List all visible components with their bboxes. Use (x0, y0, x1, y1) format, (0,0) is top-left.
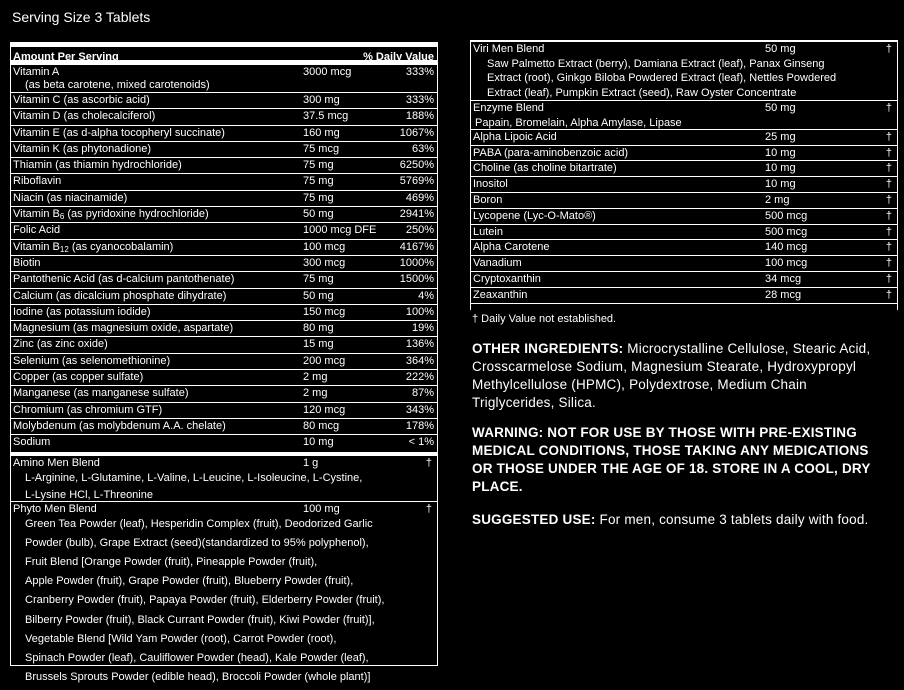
nutrient-dv: 87% (411, 387, 434, 400)
amount-header: Amount Per Serving (13, 51, 119, 63)
nutrient-amount: 120 mcg (303, 403, 346, 416)
nutrient-name: Pantothenic Acid (as d-calcium pantothenate) (13, 273, 235, 286)
nutrient-name: Vanadium (473, 257, 522, 270)
nutrient-amount: 200 mcg (303, 354, 346, 367)
nutrient-row (11, 142, 437, 158)
nutrient-amount: 150 mcg (303, 305, 346, 318)
nutrient-dv: 222% (405, 371, 434, 384)
nutrient-row (11, 158, 437, 174)
nutrient-name: Sodium (13, 436, 51, 449)
nutrient-amount: 10 mg (765, 146, 796, 159)
nutrient-row (11, 419, 437, 435)
nutrient-name: Riboflavin (13, 175, 62, 188)
nutrient-amount: 2 mg (765, 194, 790, 207)
suggested-use (472, 511, 892, 529)
nutrient-name: Selenium (as selenomethionine) (13, 354, 171, 367)
nutrient-dv: 188% (405, 110, 434, 123)
nutrient-name: Lutein (473, 225, 503, 238)
nutrient-dv: 1000% (399, 256, 434, 269)
nutrient-name: Magnesium (as magnesium oxide, aspartate) (13, 322, 234, 335)
nutrient-row (471, 177, 897, 193)
nutrient-dv: 63% (411, 142, 434, 155)
nutrient-name: Vitamin A (13, 66, 60, 78)
nutrient-name: Folic Acid (13, 224, 61, 237)
other-ingredients (472, 340, 892, 412)
nutrient-amount: 75 mcg (303, 142, 340, 155)
nutrient-dv: 100% (405, 305, 434, 318)
nutrient-amount: 3000 mcg (303, 66, 352, 78)
suggested-use-text: For men, consume 3 tablets daily with food. (595, 512, 869, 527)
nutrient-dv: 333% (405, 66, 434, 78)
nutrient-name: Molybdenum (as molybdenum A.A. chelate) (13, 419, 226, 432)
supplement-facts-right (470, 40, 898, 310)
dagger-mark: † (885, 101, 892, 114)
nutrient-name: Thiamin (as thiamin hydrochloride) (13, 159, 182, 172)
nutrient-name: Vitamin K (as phytonadione) (13, 142, 151, 155)
other-ingredients-label: OTHER INGREDIENTS: (472, 341, 624, 356)
nutrient-row (11, 386, 437, 402)
blend-ingredients: Apple Powder (fruit), Grape Powder (fruit), Blueberry Powder (fruit), (25, 575, 354, 588)
nutrient-name: Zinc (as zinc oxide) (13, 338, 108, 351)
nutrient-dv: 1067% (399, 126, 434, 139)
nutrient-amount: 37.5 mcg (303, 110, 349, 123)
amino-blend-row (11, 452, 437, 502)
dagger-mark: † (885, 146, 892, 159)
table-header (11, 47, 437, 65)
nutrient-amount: 10 mg (303, 436, 334, 449)
nutrient-amount: 300 mg (303, 94, 340, 106)
nutrient-row (11, 321, 437, 337)
blend-ingredients: Papain, Bromelain, Alpha Amylase, Lipase (475, 116, 682, 129)
nutrient-name: Iodine (as potassium iodide) (13, 305, 151, 318)
blend-ingredients: Extract (root), Ginkgo Biloba Powdered Extract (leaf), Nettles Powdered (487, 72, 837, 85)
other-ingredients-text: Microcrystalline Cellulose, Stearic Acid, Crosscarmelose Sodium, Magnesium Stearate, Hydroxypropyl Methylcellulose (HPMC), Polydextrose, Medium Chain Triglycerides, Silica. (472, 341, 871, 410)
nutrient-name: Calcium (as dicalcium phosphate dihydrate) (13, 289, 227, 302)
other-nutrients-list (471, 130, 897, 304)
nutrient-amount: 10 mg (765, 178, 796, 191)
nutrient-row (471, 161, 897, 177)
nutrient-amount: 100 mcg (303, 240, 346, 253)
nutrient-row (11, 65, 437, 93)
blend-ingredients: Fruit Blend [Orange Powder (fruit), Pineapple Powder (fruit), (25, 555, 318, 568)
nutrient-row (11, 370, 437, 386)
suggested-use-label: SUGGESTED USE: (472, 512, 596, 527)
nutrient-amount: 28 mcg (765, 288, 802, 301)
nutrient-dv: 250% (405, 224, 434, 237)
nutrient-dv: 136% (405, 338, 434, 351)
nutrient-name: Cryptoxanthin (473, 273, 541, 286)
blend-ingredients: Saw Palmetto Extract (berry), Damiana Extract (leaf), Panax Ginseng (487, 58, 825, 70)
nutrient-amount: 100 mcg (765, 257, 808, 270)
dagger-mark: † (885, 43, 892, 55)
dagger-mark: † (885, 130, 892, 143)
dagger-mark: † (885, 288, 892, 301)
nutrient-dv: 333% (405, 94, 434, 106)
nutrient-name: Zeaxanthin (473, 288, 528, 301)
nutrient-amount: 80 mcg (303, 419, 340, 432)
serving-size: Serving Size 3 Tablets (12, 9, 151, 25)
blend-name: Viri Men Blend (473, 43, 545, 55)
nutrient-dv: 469% (405, 191, 434, 204)
nutrient-amount: 75 mg (303, 191, 334, 204)
nutrient-name: Lycopene (Lyc-O-Mato®) (473, 209, 596, 222)
nutrient-amount: 34 mcg (765, 273, 802, 286)
dagger-mark: † (425, 502, 432, 515)
nutrient-amount: 500 mcg (765, 225, 808, 238)
vitamin-list (11, 65, 437, 452)
blend-amount: 100 mg (303, 502, 340, 515)
nutrient-amount: 2 mg (303, 387, 328, 400)
dagger-mark: † (885, 194, 892, 207)
blend-ingredients: Powder (bulb), Grape Extract (seed)(standardized to 95% polyphenol), (25, 536, 369, 549)
nutrient-dv: 178% (405, 419, 434, 432)
nutrient-name: Copper (as copper sulfate) (13, 371, 144, 384)
nutrient-name: PABA (para-aminobenzoic acid) (473, 146, 629, 159)
nutrient-amount: 1000 mcg DFE (303, 224, 377, 237)
blend-ingredients: Cranberry Powder (fruit), Papaya Powder (fruit), Elderberry Powder (fruit), (25, 594, 385, 607)
nutrient-name: Niacin (as niacinamide) (13, 191, 128, 204)
nutrient-name: Chromium (as chromium GTF) (13, 403, 163, 416)
nutrient-row (471, 225, 897, 241)
nutrient-amount: 300 mcg (303, 256, 346, 269)
nutrient-dv: < 1% (408, 436, 434, 449)
warning-text: WARNING: NOT FOR USE BY THOSE WITH PRE-EXISTING MEDICAL CONDITIONS, THOSE TAKING ANY MEDICATIONS OR THOSE UNDER THE AGE OF 18. STORE IN A COOL, DRY PLACE. (472, 425, 871, 494)
nutrient-amount: 160 mg (303, 126, 340, 139)
blend-name: Phyto Men Blend (13, 502, 97, 515)
nutrient-name: Vitamin $B_6$ (as pyridoxine hydrochloride) (13, 208, 209, 222)
nutrient-amount: 140 mcg (765, 241, 808, 254)
nutrient-row (11, 305, 437, 321)
nutrient-row (11, 223, 437, 239)
dagger-mark: † (885, 273, 892, 286)
nutrient-row (11, 191, 437, 207)
nutrient-amount: 75 mg (303, 159, 334, 172)
nutrient-dv: 1500% (399, 273, 434, 286)
nutrient-name: Inositol (473, 178, 508, 191)
dagger-mark: † (885, 209, 892, 222)
nutrient-row (11, 337, 437, 353)
phyto-blend-row (11, 502, 437, 690)
nutrient-name: Boron (473, 194, 503, 207)
nutrient-row (11, 289, 437, 305)
blend-amount: 1 g (303, 456, 319, 469)
dv-header: % Daily Value (363, 51, 434, 63)
nutrient-row (11, 93, 437, 109)
blend-ingredients: Spinach Powder (leaf), Cauliflower Powder (head), Kale Powder (leaf), (25, 651, 369, 664)
nutrient-dv: 2941% (399, 208, 434, 221)
dagger-mark: † (425, 456, 432, 469)
nutrient-name: Alpha Lipoic Acid (473, 130, 557, 143)
nutrient-row (471, 256, 897, 272)
blend-ingredients: L-Lysine HCl, L-Threonine (25, 488, 153, 501)
blend-amount: 50 mg (765, 43, 796, 55)
nutrient-amount: 15 mg (303, 338, 334, 351)
nutrient-amount: 75 mg (303, 273, 334, 286)
nutrient-dv: 343% (405, 403, 434, 416)
nutrient-row (11, 174, 437, 190)
nutrient-dv: 4167% (399, 240, 434, 253)
nutrient-row (471, 193, 897, 209)
nutrient-dv: 4% (418, 289, 434, 302)
nutrient-row (11, 240, 437, 256)
blend-ingredients: Green Tea Powder (leaf), Hesperidin Complex (fruit), Deodorized Garlic (25, 517, 373, 530)
blend-ingredients: Bilberry Powder (fruit), Black Currant Powder (fruit), Kiwi Powder (fruit)], (25, 613, 375, 626)
blend-ingredients: Brussels Sprouts Powder (edible head), Broccoli Powder (whole plant)] (25, 671, 371, 684)
nutrient-row (11, 435, 437, 451)
nutrient-amount: 10 mg (765, 162, 796, 175)
blend-amount: 50 mg (765, 101, 796, 114)
dagger-mark: † (885, 162, 892, 175)
nutrient-name: Choline (as choline bitartrate) (473, 162, 617, 175)
nutrient-name: Vitamin E (as d-alpha tocopheryl succinate) (13, 126, 225, 139)
nutrient-amount: 80 mg (303, 322, 334, 335)
footnote: † Daily Value not established. (472, 313, 617, 325)
nutrient-dv: 5769% (399, 175, 434, 188)
blend-name: Amino Men Blend (13, 456, 100, 469)
nutrient-amount: 75 mg (303, 175, 334, 188)
dagger-mark: † (885, 178, 892, 191)
nutrient-name: Manganese (as manganese sulfate) (13, 387, 189, 400)
blend-ingredients: Vegetable Blend [Wild Yam Powder (root), Carrot Powder (root), (25, 632, 337, 645)
dagger-mark: † (885, 241, 892, 254)
dagger-mark: † (885, 225, 892, 238)
nutrient-row (471, 288, 897, 304)
nutrient-row (11, 109, 437, 125)
nutrient-amount: 500 mcg (765, 209, 808, 222)
nutrient-row (11, 354, 437, 370)
enzyme-blend-row (471, 101, 897, 130)
blend-ingredients: Extract (leaf), Pumpkin Extract (seed), Raw Oyster Concentrate (487, 86, 797, 99)
nutrient-row (471, 130, 897, 146)
nutrient-name: Vitamin $B_{12}$ (as cyanocobalamin) (13, 240, 174, 254)
viri-blend-row (471, 42, 897, 101)
nutrient-row (11, 126, 437, 142)
nutrient-dv: 19% (411, 322, 434, 335)
nutrient-amount: 25 mg (765, 130, 796, 143)
nutrient-amount: 2 mg (303, 371, 328, 384)
nutrient-dv: 6250% (399, 159, 434, 172)
nutrient-row (471, 209, 897, 225)
nutrient-name: Vitamin D (as cholecalciferol) (13, 110, 156, 123)
nutrient-row (471, 240, 897, 256)
blend-ingredients: L-Arginine, L-Glutamine, L-Valine, L-Leucine, L-Isoleucine, L-Cystine, (25, 471, 363, 484)
nutrient-row (11, 256, 437, 272)
nutrient-row (471, 272, 897, 288)
nutrient-row (11, 403, 437, 419)
dagger-mark: † (885, 257, 892, 270)
nutrient-name: Biotin (13, 256, 41, 269)
nutrient-name: Vitamin C (as ascorbic acid) (13, 94, 150, 106)
nutrient-row (11, 207, 437, 223)
nutrient-dv: 364% (405, 354, 434, 367)
nutrient-amount: 50 mg (303, 208, 334, 221)
nutrient-source: (as beta carotene, mixed carotenoids) (25, 79, 210, 91)
supplement-facts-left (10, 42, 438, 684)
nutrient-name: Alpha Carotene (473, 241, 550, 254)
nutrient-amount: 50 mg (303, 289, 334, 302)
nutrient-row (471, 146, 897, 162)
blend-name: Enzyme Blend (473, 101, 544, 114)
nutrient-row (11, 272, 437, 288)
